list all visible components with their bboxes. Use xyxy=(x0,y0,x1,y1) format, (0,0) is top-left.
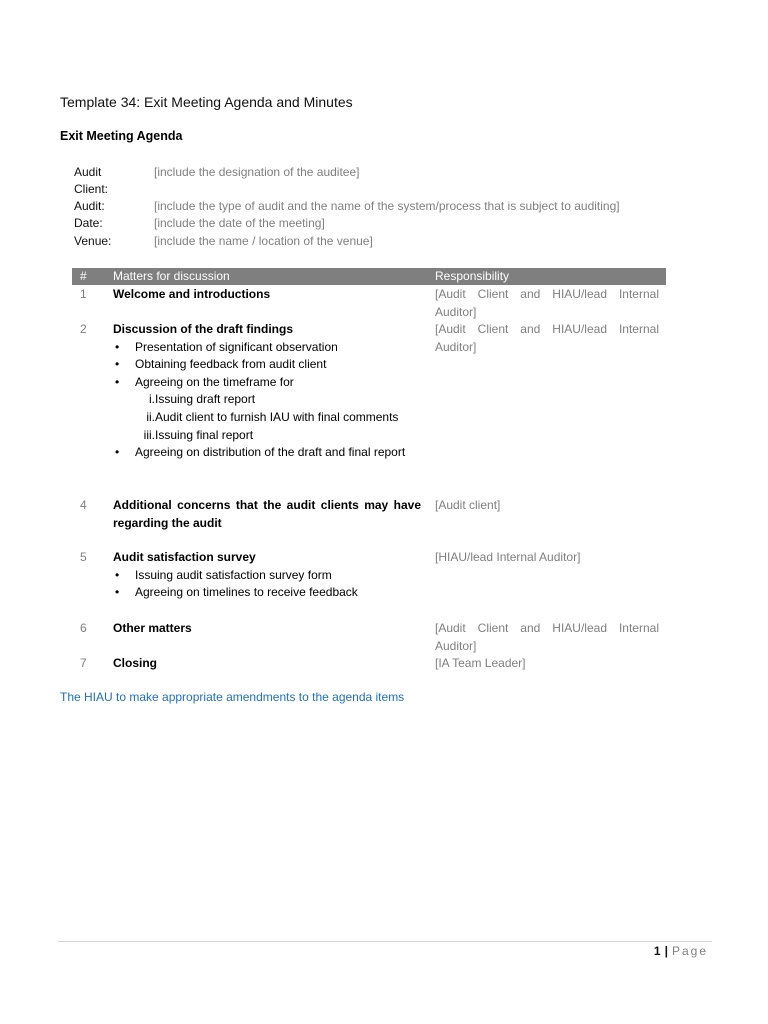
list-item: • Agreeing on the timeframe for i. Issuing draft report ii. Audit client to furnish IAU with final comments iii. Issuing final report xyxy=(113,374,421,444)
row-matter xyxy=(113,321,421,462)
list-item: • Issuing audit satisfaction survey form xyxy=(113,567,421,585)
row-responsibility: [Audit client] xyxy=(435,498,501,512)
header-number: # xyxy=(80,269,87,283)
page-number: 1 xyxy=(653,944,661,958)
page-word: Page xyxy=(671,944,708,958)
header-matters: Matters for discussion xyxy=(113,269,230,283)
meta-value: [include the date of the meeting] xyxy=(154,216,325,230)
row-number: 7 xyxy=(80,656,87,670)
footer-divider xyxy=(58,941,712,942)
document-title: Template 34: Exit Meeting Agenda and Minutes xyxy=(60,94,353,110)
row-matter xyxy=(113,497,421,532)
page-footer xyxy=(654,944,708,958)
bullet-icon: • xyxy=(115,374,120,389)
sub-list-item: i. Issuing draft report xyxy=(149,392,256,407)
matter-heading: Discussion of the draft findings xyxy=(113,322,294,336)
meta-label: Audit Client: xyxy=(74,165,109,196)
row-responsibility: [Audit Client and HIAU/lead Internal Auditor] xyxy=(435,322,659,354)
bullet-icon: • xyxy=(115,585,120,600)
bullet-icon: • xyxy=(115,357,120,372)
meta-value: [include the designation of the auditee] xyxy=(154,165,360,179)
agenda-note: The HIAU to make appropriate amendments to the agenda items xyxy=(60,690,405,704)
list-item: • Agreeing on distribution of the draft and final report xyxy=(113,444,421,462)
bullet-list xyxy=(113,339,421,462)
meta-label: Date: xyxy=(74,216,103,230)
meta-label: Audit: xyxy=(74,199,105,213)
agenda-table-header xyxy=(72,268,666,285)
row-matter xyxy=(113,286,421,304)
bullet-icon: • xyxy=(115,567,120,582)
row-number: 5 xyxy=(80,550,87,564)
matter-heading: Additional concerns that the audit clients may have regarding the audit xyxy=(113,498,421,530)
row-matter xyxy=(113,620,421,638)
list-item: • Obtaining feedback from audit client xyxy=(113,356,421,374)
row-responsibility: [Audit Client and HIAU/lead Internal Auditor] xyxy=(435,621,659,653)
meta-value: [include the type of audit and the name of the system/process that is subject to auditing] xyxy=(154,199,620,213)
row-responsibility: [HIAU/lead Internal Auditor] xyxy=(435,550,581,564)
agenda-subtitle: Exit Meeting Agenda xyxy=(60,129,183,143)
list-item: • Agreeing on timelines to receive feedback xyxy=(113,584,421,602)
matter-heading: Closing xyxy=(113,656,157,670)
footer-separator: | xyxy=(664,944,668,958)
row-number: 4 xyxy=(80,498,87,512)
row-matter xyxy=(113,655,421,673)
meta-label: Venue: xyxy=(74,234,112,248)
bullet-icon: • xyxy=(115,445,120,460)
list-item: • Presentation of significant observation xyxy=(113,339,421,357)
sub-list xyxy=(113,391,421,444)
matter-heading: Other matters xyxy=(113,621,192,635)
header-responsibility: Responsibility xyxy=(435,269,510,283)
matter-heading: Welcome and introductions xyxy=(113,287,271,301)
meta-value: [include the name / location of the venue] xyxy=(154,234,373,248)
row-number: 6 xyxy=(80,621,87,635)
row-responsibility: [Audit Client and HIAU/lead Internal Auditor] xyxy=(435,287,659,319)
row-responsibility: [IA Team Leader] xyxy=(435,656,526,670)
matter-heading: Audit satisfaction survey xyxy=(113,550,256,564)
row-number: 1 xyxy=(80,287,87,301)
sub-list-item: iii. Issuing final report xyxy=(143,427,254,442)
sub-list-item: ii. Audit client to furnish IAU with final comments xyxy=(146,409,399,424)
row-matter xyxy=(113,549,421,602)
bullet-icon: • xyxy=(115,339,120,354)
bullet-list xyxy=(113,567,421,602)
row-number: 2 xyxy=(80,322,87,336)
